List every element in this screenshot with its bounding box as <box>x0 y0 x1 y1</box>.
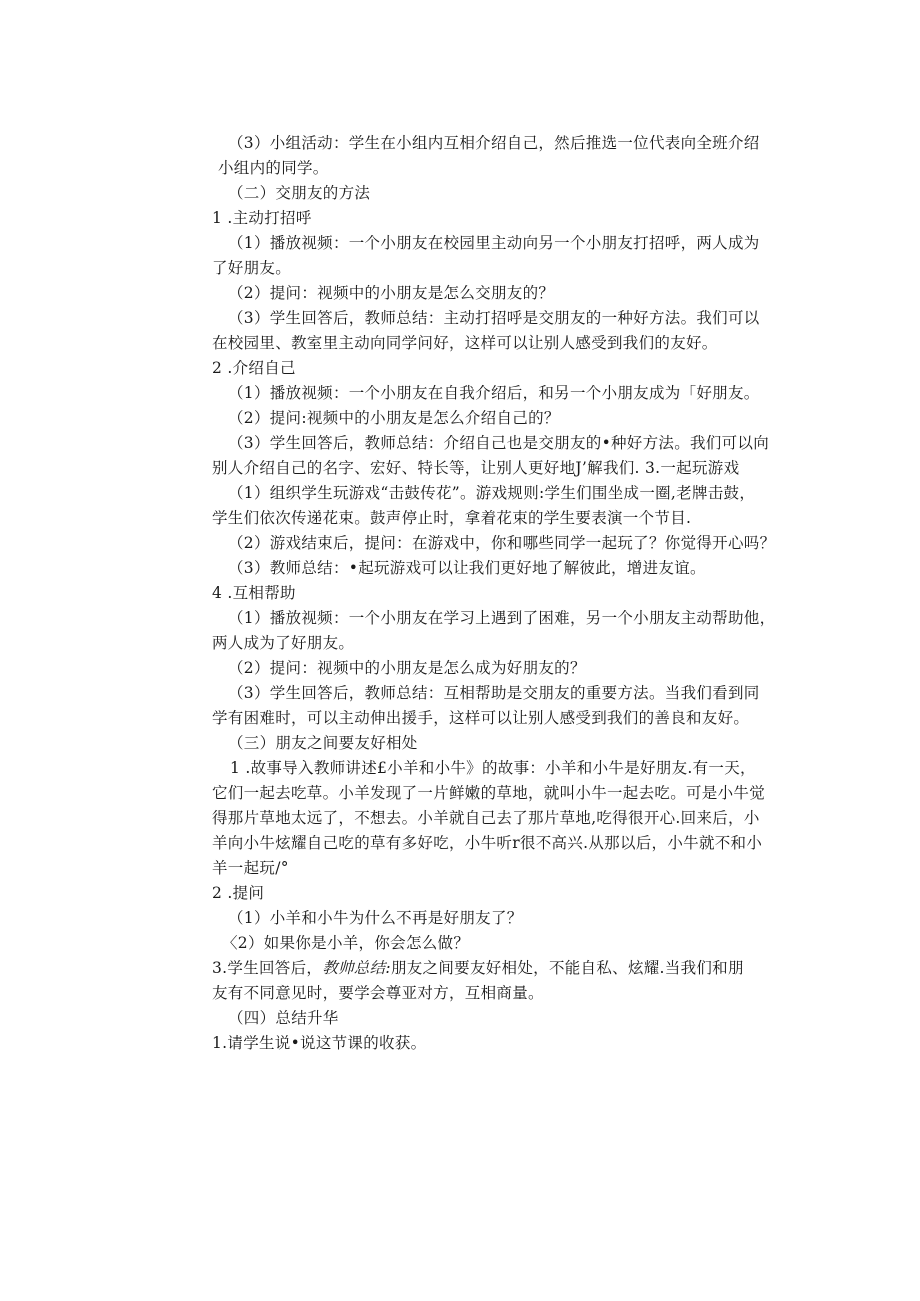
subsection-heading: 2 .介绍自己 <box>212 359 296 377</box>
text-line: （3）学生回答后，教师总结：主动打招呼是交朋友的一种好方法。我们可以 <box>228 309 760 327</box>
text-line: （3）教师总结：•起玩游戏可以让我们更好地了解彼此，增进友谊。 <box>228 559 706 577</box>
text-line: 羊向小牛炫耀自己吃的草有多好吃，小牛听r很不高兴.从那以后，小牛就不和小 <box>212 834 763 852</box>
text-line: （1）播放视频：一个小朋友在校园里主动向另一个小朋友打招呼，两人成为 <box>228 234 760 252</box>
text-line: 得那片草地太远了，不想去。小羊就自己去了那片草地,吃得很开心.回来后，小 <box>212 809 760 827</box>
text-run: 朋友之间要友好相处，不能自私、炫耀.当我们和朋 <box>390 959 744 977</box>
text-line: （3）学生回答后，教师总结：互相帮助是交朋友的重要方法。当我们看到同 <box>228 684 760 702</box>
text-line <box>212 956 744 980</box>
text-line: （1）小羊和小牛为什么不再是好朋友了？ <box>228 909 523 927</box>
text-line: （1）组织学生玩游戏“击鼓传花”。游戏规则:学生们围坐成一圈,老牌击鼓， <box>228 484 756 502</box>
text-run-italic: 教帅总结: <box>322 959 391 977</box>
section-heading: （三）朋友之间要友好相处 <box>228 734 418 752</box>
text-line: 1.请学生说•说这节课的收获。 <box>212 1034 427 1052</box>
text-line: 〈2）如果你是小羊，你会怎么做？ <box>222 934 470 952</box>
text-line: 别人介绍自己的名字、宏好、特长等，让别人更好地J’解我们. 3.一起玩游戏 <box>212 459 740 477</box>
text-line: 1 .故事导入教师讲述£小羊和小牛》的故事：小羊和小牛是好朋友.有一天， <box>230 759 756 777</box>
text-line: （3）学生回答后，教师总结：介绍自己也是交朋友的•种好方法。我们可以向 <box>228 434 770 452</box>
text-line: 两人成为了好朋友。 <box>212 634 355 652</box>
text-run: 3.学生回答后， <box>212 959 323 977</box>
text-line: （3）小组活动：学生在小组内互相介绍自己，然后推选一位代表向全班介绍 <box>228 134 760 152</box>
text-line: 羊一起玩/° <box>212 859 289 877</box>
text-line: （1）播放视频：一个小朋友在学习上遇到了困难，另一个小朋友主动帮助他， <box>228 609 776 627</box>
text-line: （1）播放视频：一个小朋友在自我介绍后，和另一个小朋友成为「好朋友。 <box>228 384 760 402</box>
text-line: （2）提问：视频中的小朋友是怎么成为好朋友的？ <box>228 659 586 677</box>
text-line: 学生们依次传递花束。鼓声停止时，拿着花束的学生要表演一个节目. <box>212 509 692 527</box>
text-line: 友有不同意见时，要学会尊亚对方，互相商量。 <box>212 984 544 1002</box>
text-line: 学有困难时，可以主动伸出援手，这样可以让别人感受到我们的善良和友好。 <box>212 709 750 727</box>
text-line: （2）游戏结束后，提问：在游戏中，你和哪些同学一起玩了？你觉得开心吗？ <box>228 534 776 552</box>
section-heading: （四）总结升华 <box>228 1009 339 1027</box>
text-line: 了好朋友。 <box>212 259 292 277</box>
text-line: （2）提问：视频中的小朋友是怎么交朋友的？ <box>228 284 555 302</box>
text-line: 在校园里、教室里主动向同学问好，这样可以让别人感受到我们的友好。 <box>212 334 718 352</box>
section-heading: （二）交朋友的方法 <box>228 184 371 202</box>
text-line: 小组内的同学。 <box>218 159 329 177</box>
subsection-heading: 2 .提问 <box>212 884 265 902</box>
subsection-heading: 4 .互相帮助 <box>212 584 296 602</box>
subsection-heading: 1 .主动打招呼 <box>212 209 312 227</box>
text-line: （2）提问:视频中的小朋友是怎么介绍自己的？ <box>228 409 560 427</box>
text-line: 它们一起去吃草。小羊发现了一片鲜嫩的草地，就叫小牛一起去吃。可是小牛觉 <box>212 784 766 802</box>
